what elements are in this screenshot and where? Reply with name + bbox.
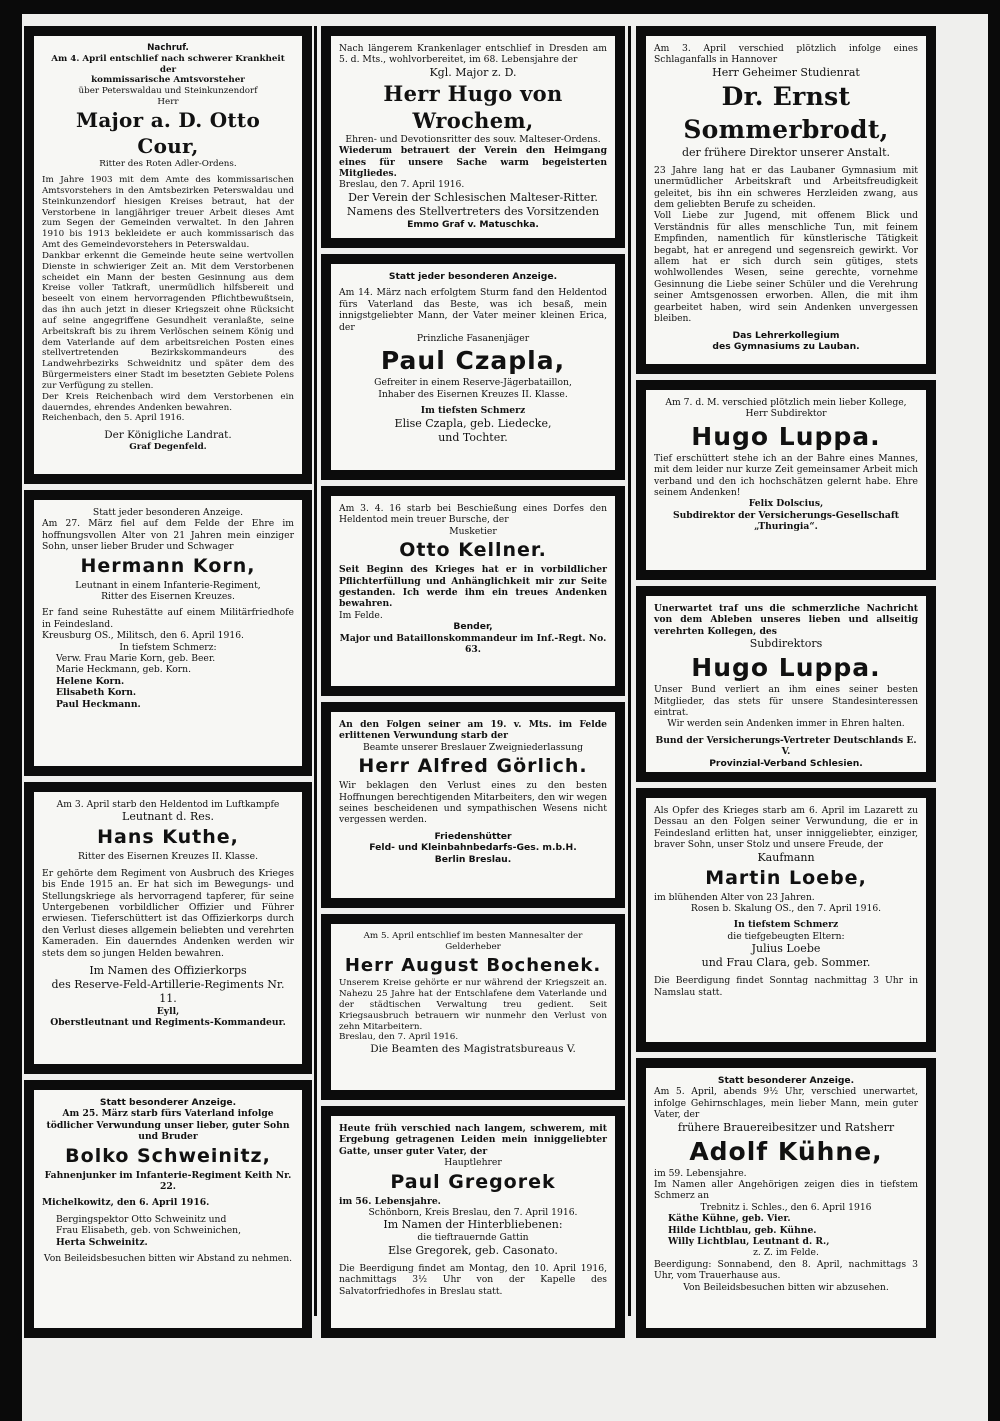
- notice-text: Hauptlehrer: [444, 1157, 502, 1169]
- notice-kuthe-body: [34, 792, 302, 1064]
- notice-text: Trebnitz i. Schles., den 6. April 1916: [700, 1201, 872, 1213]
- notice-text: Friedenshütter: [434, 830, 512, 842]
- notice-text: Am 25. März starb fürs Vaterland infolge tödlicher Verwundung unser lieber, guter Sohn und Bruder: [46, 1108, 290, 1143]
- notice-heading: Statt besonderer Anzeige.: [717, 1075, 855, 1086]
- notice-text: Er fand seine Ruhestätte auf einem Militärfriedhofe in Feindesland.: [42, 607, 294, 630]
- notice-kuthe: [24, 782, 312, 1074]
- notice-text: Am 4. April entschlief nach schwerer Krankheit der: [51, 53, 285, 75]
- notice-text: kommissarische Amtsvorsteher: [91, 75, 245, 86]
- notice-text: Subdirektors: [749, 637, 823, 651]
- notice-kuehne-body: [646, 1068, 926, 1328]
- page-right-edge: [988, 0, 1000, 1421]
- notice-text: Fahnenjunker im Infanterie-Regiment Keith Nr. 22.: [44, 1169, 292, 1193]
- notice-text: Von Beileidsbesuchen bitten wir Abstand zu nehmen.: [43, 1253, 293, 1265]
- notice-text: Elise Czapla, geb. Liedecke,: [394, 416, 552, 430]
- notice-loebe-body: [646, 798, 926, 1042]
- notice-text: Unserem Kreise gehörte er nur während der Kriegszeit an. Nahezu 25 Jahre hat der Entschlafene dem Vaterlande und der städtischen Verwaltung treu gedient. Seit Kriegsausbruch betrauern wir nunmehr den Verlust von zehn Mitarbeitern.: [339, 978, 607, 1032]
- notice-text: im 56. Lebensjahre.: [339, 1195, 441, 1207]
- notice-text: Am 27. März fiel auf dem Felde der Ehre im hoffnungsvollen Alter von 21 Jahren mein einziger Sohn, unser lieber Bruder und Schwager: [42, 518, 294, 553]
- notice-heading: Statt jeder besonderen Anzeige.: [388, 271, 558, 282]
- notice-goerlich: [321, 702, 625, 908]
- page-left-edge: [0, 0, 22, 1421]
- notice-kellner-body: [331, 496, 615, 686]
- deceased-name: Hugo Luppa.: [691, 421, 881, 451]
- deceased-name: Paul Czapla,: [380, 346, 566, 376]
- notice-luppa-association: [636, 586, 936, 782]
- notice-text: Wiederum betrauert der Verein den Heimgang eines für unsere Sache warm begeisterten Mitgliedes.: [339, 145, 607, 180]
- notice-text: Voll Liebe zur Jugend, mit offenem Blick und Verständnis für alles menschliche Tun, mit feinem Empfinden, namentlich für künstlerische Tätigkeit begabt, hat er anregend und segensreich gewirkt. Vor allem hat er sich durch sein gütiges, stets wohlwollendes Wesen, seine gerechte, vornehme Gesinnung die Liebe seiner Schüler und die Verehrung seiner Amtsgenossen erworben. Allen, die mit ihm gearbeitet haben, wird sein Andenken unvergessen bleiben.: [654, 210, 918, 325]
- notice-luppa2-body: [646, 596, 926, 772]
- notice-text: Helene Korn.: [56, 675, 125, 687]
- notice-text: und Frau Clara, geb. Sommer.: [701, 956, 871, 970]
- notice-text: Felix Dolscius,: [748, 498, 824, 510]
- notice-schweinitz: [24, 1080, 312, 1338]
- notice-text: Bergingspektor Otto Schweinitz und: [56, 1213, 227, 1225]
- notice-wrochem: [321, 26, 625, 248]
- notice-text: Als Opfer des Krieges starb am 6. April im Lazarett zu Dessau an den Folgen seiner Verwundung, die er in Feindesland erlitten hat, unser inniggeliebter, einziger, braver Sohn, unser Stolz und unsere Freude, der: [654, 805, 918, 851]
- notice-text: Er gehörte dem Regiment von Ausbruch des Krieges bis Ende 1915 an. Er hat sich im Bewegungs- und Stellungskriege als hervorragend tapferer, für seine Untergebenen vorbildlicher Offizier und Führer erwiesen. Tieferschüttert ist das Offizierkorps durch den Verlust dieses allgemein beliebten und verehrten Kameraden. Ein dauerndes Andenken werden wir stets dem so jungen Helden bewahren.: [42, 867, 294, 959]
- notice-text: Unerwartet traf uns die schmerzliche Nachricht von dem Ableben unseres lieben und allseitig verehrten Kollegen, des: [654, 603, 918, 637]
- notice-text: Michelkowitz, den 6. April 1916.: [42, 1197, 210, 1209]
- notice-text: Tief erschüttert stehe ich an der Bahre eines Mannes, mit dem leider nur kurze Zeit gemeinsamer Arbeit mich verband und den ich hochschätzen gelernt habe. Ehre seinem Andenken!: [654, 452, 918, 499]
- notice-text: Verw. Frau Marie Korn, geb. Beer.: [56, 653, 216, 665]
- notice-text: Im Namen aller Angehörigen zeigen dies in tiefstem Schmerz an: [654, 1179, 918, 1202]
- notice-text: Subdirektor der Versicherungs-Gesellschaft „Thuringia“.: [672, 509, 900, 533]
- notice-text: Eyll,: [156, 1006, 180, 1018]
- notice-text: Wir beklagen den Verlust eines zu den besten Hoffnungen berechtigenden Mitarbeiters, den wir wegen seines bescheidenen und sympathischen Wesens nicht vergessen werden.: [339, 780, 607, 826]
- notice-text: Namens des Stellvertreters des Vorsitzenden: [346, 204, 600, 218]
- notice-czapla-body: [331, 264, 615, 470]
- notice-text: Elisabeth Korn.: [56, 687, 137, 699]
- notice-gregorek: [321, 1106, 625, 1338]
- notice-text: Von Beileidsbesuchen bitten wir abzusehen.: [683, 1281, 889, 1293]
- notice-text: An den Folgen seiner am 19. v. Mts. im Felde erlittenen Verwundung starb der: [339, 719, 607, 742]
- notice-cour-body: [34, 36, 302, 474]
- notice-text: Breslau, den 7. April 1916.: [339, 1032, 459, 1043]
- notice-text: Graf Degenfeld.: [129, 442, 207, 453]
- notice-text: Ritter des Roten Adler-Ordens.: [99, 159, 237, 170]
- column-rule-2: [628, 26, 631, 1316]
- notice-text: Am 3. April starb den Heldentod im Luftkampfe: [56, 799, 280, 810]
- notice-text: Die Beerdigung findet Sonntag nachmittag 3 Uhr in Namslau statt.: [654, 975, 918, 998]
- notice-text: Herta Schweinitz.: [56, 1236, 148, 1248]
- notice-korn-body: [34, 500, 302, 766]
- notice-gregorek-body: [331, 1116, 615, 1328]
- page-top-edge: [0, 0, 1000, 14]
- notice-text: Ritter des Eisernen Kreuzes II. Klasse.: [77, 851, 258, 863]
- notice-text: Beerdigung: Sonnabend, den 8. April, nachmittags 3 Uhr, vom Trauerhause aus.: [654, 1258, 918, 1282]
- deceased-name: Major a. D. Otto Cour,: [75, 107, 261, 158]
- notice-text: Inhaber des Eisernen Kreuzes II. Klasse.: [378, 388, 568, 400]
- notice-text: Ritter des Eisernen Kreuzes.: [101, 591, 235, 603]
- deceased-name: Hans Kuthe,: [97, 826, 239, 849]
- notice-text: Herr Geheimer Studienrat: [712, 65, 860, 79]
- notice-text: Bender,: [453, 621, 493, 633]
- notice-text: Wir werden sein Andenken immer in Ehren halten.: [667, 718, 905, 730]
- notice-text: Im tiefsten Schmerz: [420, 405, 526, 417]
- notice-text: des Reserve-Feld-Artillerie-Regiments Nr. 11.: [51, 978, 285, 1006]
- deceased-name: Bolko Schweinitz,: [65, 1144, 271, 1167]
- notice-text: Seit Beginn des Krieges hat er in vorbildlicher Pflichterfüllung und Anhänglichkeit mir zur Seite gestanden. Ich werde ihm ein treues Andenken bewahren.: [339, 564, 607, 610]
- notice-bochenek-body: [331, 924, 615, 1090]
- notice-text: und Tochter.: [438, 430, 508, 444]
- notice-text: Statt jeder besonderen Anzeige.: [92, 507, 244, 518]
- notice-text: Gelderheber: [445, 941, 501, 952]
- notice-text: z. Z. im Felde.: [753, 1247, 819, 1259]
- deceased-name: Herr August Bochenek.: [344, 954, 602, 976]
- notice-text: Nach längerem Krankenlager entschlief in Dresden am 5. d. Mts., wohlvorbereitet, im 68. Lebensjahre der: [339, 43, 607, 66]
- notice-text: Rosen b. Skalung OS., den 7. April 1916.: [690, 903, 882, 915]
- notice-text: im 59. Lebensjahre.: [654, 1167, 747, 1179]
- notice-text: Der Kreis Reichenbach wird dem Verstorbenen ein dauerndes, ehrendes Andenken bewahren.: [42, 391, 294, 413]
- notice-text: die tiefgebeugten Eltern:: [727, 930, 845, 942]
- notice-text: Kaufmann: [757, 850, 815, 864]
- deceased-name: Herr Hugo von Wrochem,: [383, 80, 563, 133]
- notice-text: Das Lehrerkollegium: [732, 329, 840, 341]
- notice-text: Käthe Kühne, geb. Vier.: [668, 1213, 791, 1225]
- notice-heading: Nachruf.: [147, 43, 189, 53]
- notice-text: Im Namen des Offizierkorps: [89, 964, 247, 978]
- notice-text: Herr: [157, 97, 179, 108]
- notice-bochenek: [321, 914, 625, 1100]
- notice-text: über Peterswaldau und Steinkunzendorf: [78, 86, 258, 97]
- notice-heading: Statt besonderer Anzeige.: [99, 1097, 237, 1108]
- notice-kellner: [321, 486, 625, 696]
- notice-text: Gefreiter in einem Reserve-Jägerbataillon,: [374, 377, 572, 389]
- notice-text: Berlin Breslau.: [434, 853, 512, 865]
- notice-text: In tiefstem Schmerz:: [119, 641, 217, 653]
- notice-text: des Gymnasiums zu Lauban.: [712, 340, 860, 352]
- deceased-name: Dr. Ernst Sommerbrodt,: [683, 81, 889, 144]
- notice-text: Oberstleutnant und Regiments-Kommandeur.: [50, 1017, 286, 1029]
- deceased-name: Hermann Korn,: [80, 554, 256, 577]
- notice-luppa1-body: [646, 390, 926, 570]
- notice-text: Reichenbach, den 5. April 1916.: [42, 413, 185, 424]
- notice-text: Der Verein der Schlesischen Malteser-Ritter.: [348, 190, 598, 204]
- notice-text: Die Beamten des Magistratsbureaus V.: [370, 1043, 576, 1056]
- notice-text: Bund der Versicherungs-Vertreter Deutschlands E. V.: [655, 734, 917, 758]
- notice-text: Musketier: [449, 525, 497, 537]
- notice-text: In tiefstem Schmerz: [733, 919, 839, 931]
- notice-text: Else Gregorek, geb. Casonato.: [388, 1243, 558, 1257]
- deceased-name: Martin Loebe,: [705, 866, 867, 889]
- notice-sommerbrodt: [636, 26, 936, 374]
- notice-text: 23 Jahre lang hat er das Laubaner Gymnasium mit unermüdlicher Arbeitskraft und Arbeitsfreudigkeit geleitet, bis ihn ein schweres Herzleiden zwang, aus dem geliebten Berufe zu scheiden.: [654, 164, 918, 211]
- notice-text: der frühere Direktor unserer Anstalt.: [681, 145, 891, 159]
- notice-kuehne: [636, 1058, 936, 1338]
- notice-text: Frau Elisabeth, geb. von Schweinichen,: [56, 1225, 242, 1237]
- notice-text: Dankbar erkennt die Gemeinde heute seine wertvollen Dienste in schwieriger Zeit an. Mit dem Verstorbenen scheidet ein Mann der besten Gesinnung aus dem Kreise voller Tatkraft, unermüdlich hilfsbereit und beseelt von einem hervorragenden Pflichtbewußtsein, das ihn auch jetzt in dieser Kriegszeit ohne Rücksicht auf seine angegriffene Gesundheit veranlaßte, seine Arbeitskraft bis zu ihrem Verlöschen seinem König und dem Vaterlande auf dem arbeitsreichen Posten eines stellvertretenden Bezirkskommandeurs des Landwehrbezirks Schweidnitz und später dem des Bürgermeisters einer Stadt im besetzten Gebiete Polens zur Verfügung zu stellen.: [42, 250, 294, 391]
- notice-text: Willy Lichtblau, Leutnant d. R.,: [668, 1236, 830, 1248]
- notice-czapla: [321, 254, 625, 480]
- notice-text: Kgl. Major z. D.: [429, 65, 517, 79]
- notice-text: Unser Bund verliert an ihm eines seiner besten Mitglieder, das stets für unsere Standesinteressen eintrat.: [654, 684, 918, 719]
- notice-text: die tieftrauernde Gattin: [417, 1232, 529, 1244]
- deceased-name: Paul Gregorek: [390, 1170, 556, 1193]
- notice-schweinitz-body: [34, 1090, 302, 1328]
- notice-text: Herr Subdirektor: [745, 408, 827, 420]
- notice-sommerbrodt-body: [646, 36, 926, 364]
- notice-text: Am 14. März nach erfolgtem Sturm fand den Heldentod fürs Vaterland das Beste, was ich besaß, mein innigstgeliebter Mann, der Vater meiner kleinen Erica, der: [339, 287, 607, 333]
- notice-text: Kreusburg OS., Militsch, den 6. April 1916.: [42, 630, 244, 642]
- notice-text: Heute früh verschied nach langem, schwerem, mit Ergebung getragenen Leiden mein inniggeliebter Gatte, unser guter Vater, der: [339, 1123, 607, 1157]
- notice-text: Am 3. 4. 16 starb bei Beschießung eines Dorfes den Heldentod mein treuer Bursche, der: [339, 503, 607, 526]
- notice-text: Hilde Lichtblau, geb. Kühne.: [668, 1224, 817, 1236]
- notice-text: Im Jahre 1903 mit dem Amte des kommissarischen Amtsvorstehers in den Amtsbezirken Peterswaldau und Steinkunzendorf hiesigen Kreises betraut, hat der Verstorbene in langjähriger treuer Arbeit dieses Amt zum Segen der Gemeinden verwaltet. In den Jahren 1910 bis 1913 bekleidete er auch kommissarisch das Amt des Gemeindevorstehers in Peterswaldau.: [42, 175, 294, 251]
- notice-text: Im Namen der Hinterbliebenen:: [383, 1218, 563, 1232]
- notice-text: Der Königliche Landrat.: [104, 429, 232, 442]
- notice-cour: [24, 26, 312, 484]
- notice-text: Schönborn, Kreis Breslau, den 7. April 1916.: [368, 1207, 578, 1219]
- notice-text: Emmo Graf v. Matuschka.: [407, 218, 539, 230]
- notice-wrochem-body: [331, 36, 615, 238]
- notice-text: Feld- und Kleinbahnbedarfs-Ges. m.b.H.: [369, 842, 577, 854]
- notice-text: Breslau, den 7. April 1916.: [339, 179, 465, 191]
- deceased-name: Herr Alfred Görlich.: [358, 755, 588, 778]
- notice-text: Major und Bataillonskommandeur im Inf.-Regt. No. 63.: [339, 632, 607, 656]
- notice-text: frühere Brauereibesitzer und Ratsherr: [677, 1120, 895, 1134]
- notice-text: im blühenden Alter von 23 Jahren.: [654, 891, 815, 903]
- notice-text: Am 7. d. M. verschied plötzlich mein lieber Kollege,: [665, 397, 907, 408]
- column-rule-1: [314, 26, 317, 1316]
- deceased-name: Hugo Luppa.: [691, 653, 881, 683]
- notice-text: Provinzial-Verband Schlesien.: [709, 757, 863, 769]
- notice-text: Die Beerdigung findet am Montag, den 10. April 1916, nachmittags 3½ Uhr von der Kapelle des Salvatorfriedhofes in Breslau statt.: [339, 1262, 607, 1297]
- notice-goerlich-body: [331, 712, 615, 898]
- notice-text: Ehren- und Devotionsritter des souv. Malteser-Ordens.: [345, 133, 601, 145]
- notice-text: Leutnant d. Res.: [122, 810, 214, 824]
- notice-korn: [24, 490, 312, 776]
- notice-text: Am 5. April entschlief im besten Mannesalter der: [363, 931, 583, 941]
- notice-text: Marie Heckmann, geb. Korn.: [56, 664, 192, 676]
- notice-text: Am 5. April, abends 9½ Uhr, verschied unerwartet, infolge Gehirnschlages, mein lieber Mann, mein guter Vater, der: [654, 1086, 918, 1121]
- notice-text: Beamte unserer Breslauer Zweigniederlassung: [362, 741, 583, 753]
- notice-text: Prinzliche Fasanenjäger: [416, 333, 530, 345]
- notice-text: Leutnant in einem Infanterie-Regiment,: [75, 579, 261, 591]
- notice-luppa-colleague: [636, 380, 936, 580]
- notice-text: Paul Heckmann.: [56, 698, 141, 710]
- deceased-name: Adolf Kühne,: [689, 1136, 883, 1166]
- notice-loebe: [636, 788, 936, 1052]
- deceased-name: Otto Kellner.: [399, 539, 547, 562]
- notice-text: Am 3. April verschied plötzlich infolge eines Schlaganfalls in Hannover: [654, 43, 918, 66]
- notice-text: Im Felde.: [339, 609, 383, 621]
- notice-text: Julius Loebe: [751, 942, 821, 956]
